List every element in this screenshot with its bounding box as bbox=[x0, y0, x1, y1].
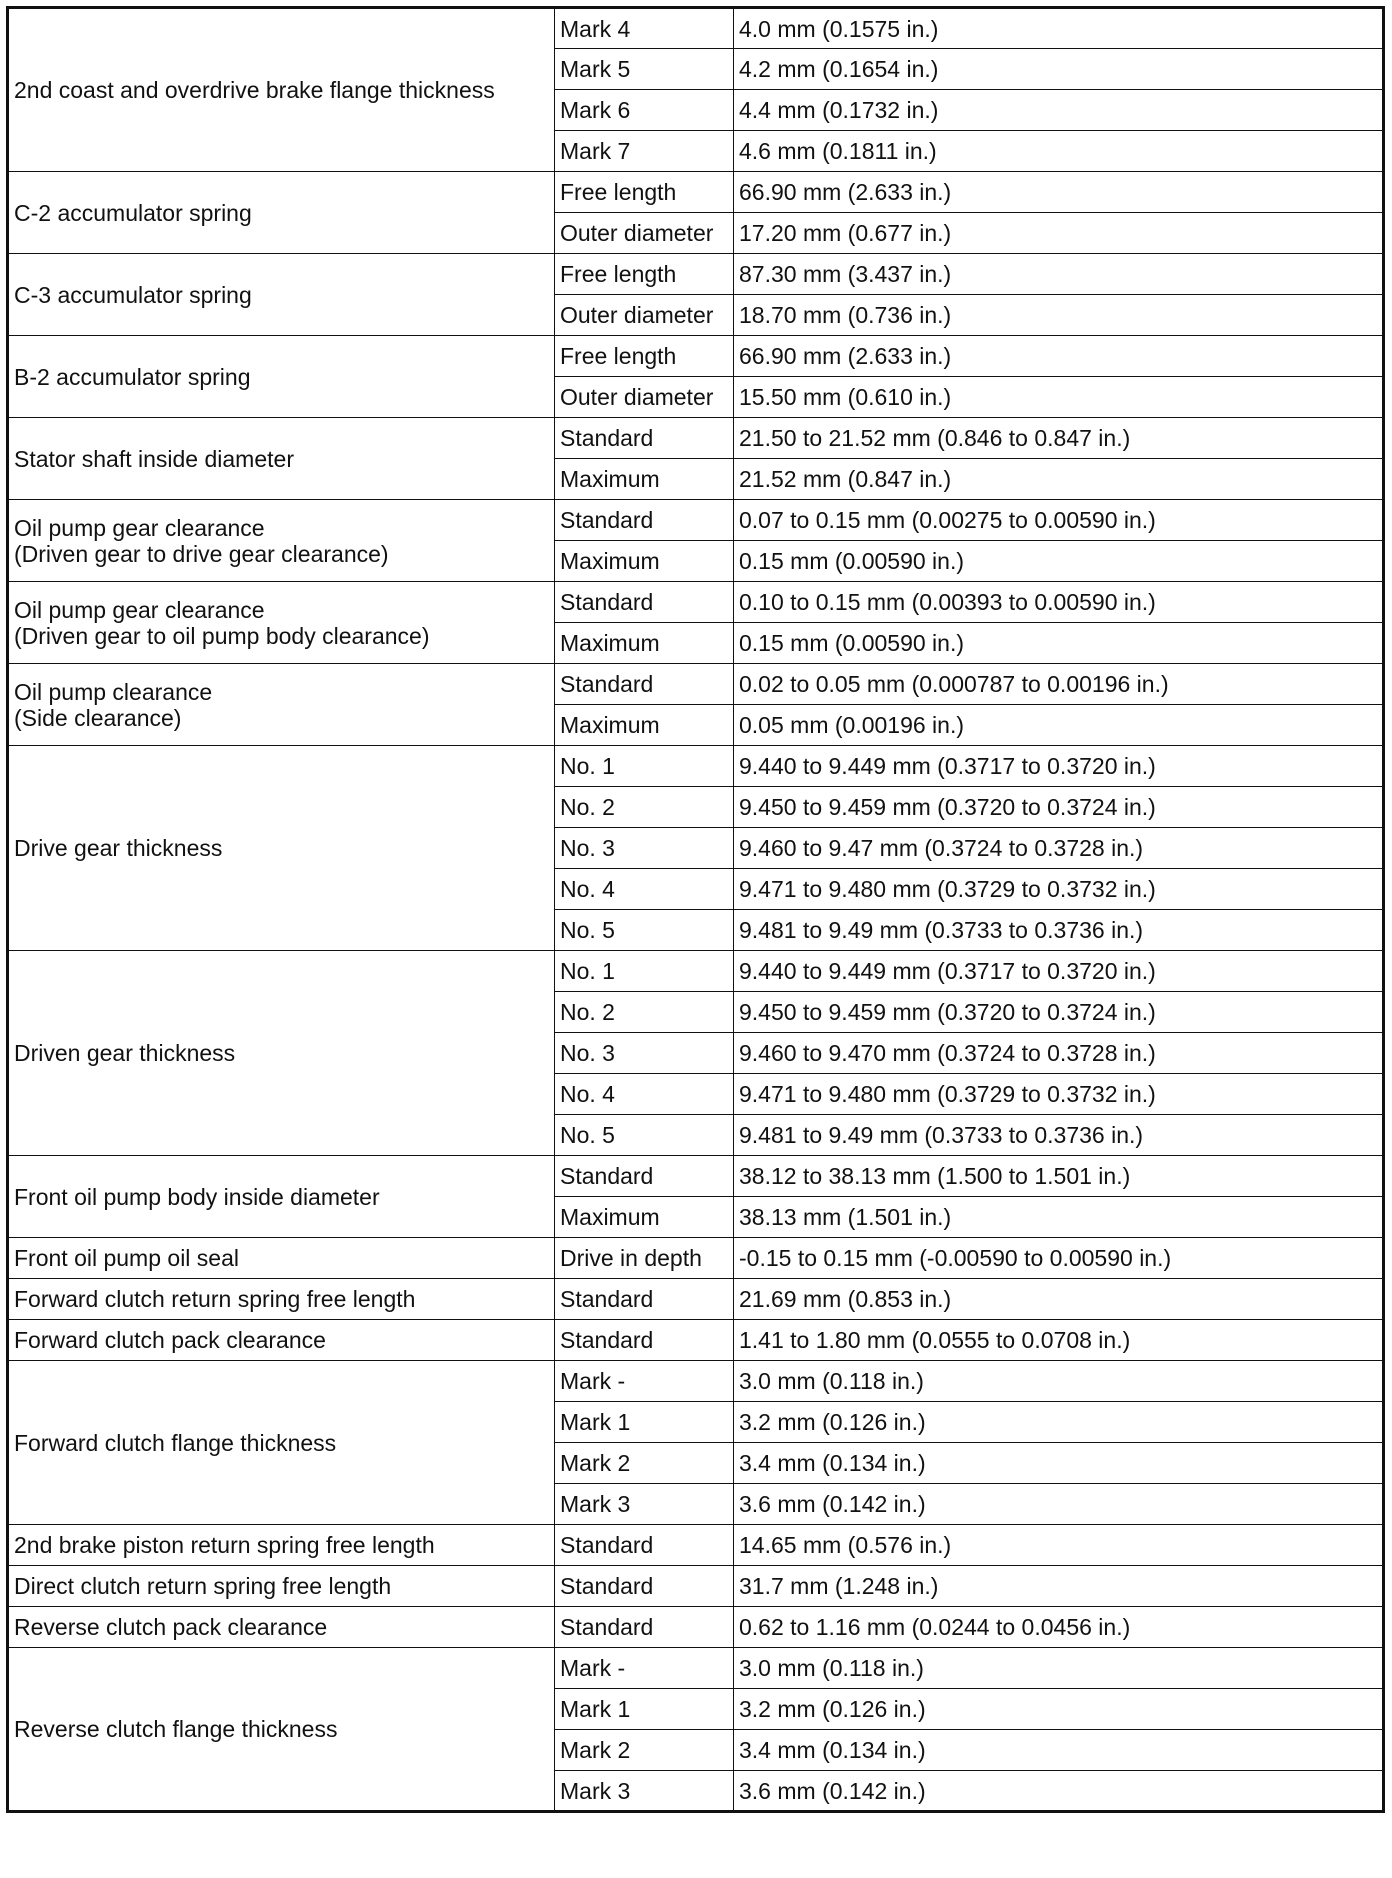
spec-value: 18.70 mm (0.736 in.) bbox=[734, 295, 1384, 336]
spec-condition: Outer diameter bbox=[555, 377, 734, 418]
spec-condition: Free length bbox=[555, 336, 734, 377]
spec-condition: No. 1 bbox=[555, 951, 734, 992]
spec-condition: Standard bbox=[555, 1566, 734, 1607]
spec-condition: Outer diameter bbox=[555, 295, 734, 336]
spec-value: 0.15 mm (0.00590 in.) bbox=[734, 541, 1384, 582]
spec-item-name: 2nd coast and overdrive brake flange thickness bbox=[8, 8, 555, 172]
table-row bbox=[8, 1279, 1384, 1320]
spec-condition: Standard bbox=[555, 1279, 734, 1320]
spec-value: 38.12 to 38.13 mm (1.500 to 1.501 in.) bbox=[734, 1156, 1384, 1197]
spec-value: 14.65 mm (0.576 in.) bbox=[734, 1525, 1384, 1566]
spec-item-name: C-2 accumulator spring bbox=[8, 172, 555, 254]
spec-condition: Mark 2 bbox=[555, 1730, 734, 1771]
spec-value: 9.450 to 9.459 mm (0.3720 to 0.3724 in.) bbox=[734, 787, 1384, 828]
spec-item-name: Drive gear thickness bbox=[8, 746, 555, 951]
spec-value: 9.450 to 9.459 mm (0.3720 to 0.3724 in.) bbox=[734, 992, 1384, 1033]
spec-condition: Mark 4 bbox=[555, 8, 734, 49]
spec-condition: No. 4 bbox=[555, 869, 734, 910]
spec-item-name: Direct clutch return spring free length bbox=[8, 1566, 555, 1607]
table-row bbox=[8, 172, 1384, 213]
spec-value: 9.471 to 9.480 mm (0.3729 to 0.3732 in.) bbox=[734, 869, 1384, 910]
spec-value: 0.02 to 0.05 mm (0.000787 to 0.00196 in.) bbox=[734, 664, 1384, 705]
table-row bbox=[8, 1607, 1384, 1648]
spec-condition: Outer diameter bbox=[555, 213, 734, 254]
spec-value: 0.15 mm (0.00590 in.) bbox=[734, 623, 1384, 664]
spec-value: 21.50 to 21.52 mm (0.846 to 0.847 in.) bbox=[734, 418, 1384, 459]
spec-value: 9.440 to 9.449 mm (0.3717 to 0.3720 in.) bbox=[734, 951, 1384, 992]
spec-condition: Mark - bbox=[555, 1361, 734, 1402]
spec-condition: No. 1 bbox=[555, 746, 734, 787]
spec-value: 3.2 mm (0.126 in.) bbox=[734, 1402, 1384, 1443]
spec-condition: Maximum bbox=[555, 1197, 734, 1238]
spec-condition: Mark 1 bbox=[555, 1689, 734, 1730]
spec-item-name: Reverse clutch pack clearance bbox=[8, 1607, 555, 1648]
spec-condition: Standard bbox=[555, 500, 734, 541]
table-row bbox=[8, 746, 1384, 787]
spec-value: 0.62 to 1.16 mm (0.0244 to 0.0456 in.) bbox=[734, 1607, 1384, 1648]
spec-condition: Standard bbox=[555, 1607, 734, 1648]
spec-value: 87.30 mm (3.437 in.) bbox=[734, 254, 1384, 295]
table-row bbox=[8, 336, 1384, 377]
table-row bbox=[8, 664, 1384, 705]
spec-item-name: Reverse clutch flange thickness bbox=[8, 1648, 555, 1812]
spec-value: 66.90 mm (2.633 in.) bbox=[734, 336, 1384, 377]
spec-value: 31.7 mm (1.248 in.) bbox=[734, 1566, 1384, 1607]
spec-condition: Mark 5 bbox=[555, 49, 734, 90]
spec-condition: Drive in depth bbox=[555, 1238, 734, 1279]
spec-value: 21.69 mm (0.853 in.) bbox=[734, 1279, 1384, 1320]
spec-value: 3.4 mm (0.134 in.) bbox=[734, 1443, 1384, 1484]
spec-condition: No. 5 bbox=[555, 910, 734, 951]
spec-item-name: Oil pump gear clearance (Driven gear to drive gear clearance) bbox=[8, 500, 555, 582]
spec-value: 0.10 to 0.15 mm (0.00393 to 0.00590 in.) bbox=[734, 582, 1384, 623]
spec-item-name: Oil pump gear clearance (Driven gear to oil pump body clearance) bbox=[8, 582, 555, 664]
spec-value: 9.481 to 9.49 mm (0.3733 to 0.3736 in.) bbox=[734, 1115, 1384, 1156]
spec-value: 3.4 mm (0.134 in.) bbox=[734, 1730, 1384, 1771]
table-row bbox=[8, 8, 1384, 49]
table-row bbox=[8, 1566, 1384, 1607]
spec-item-name: Oil pump clearance (Side clearance) bbox=[8, 664, 555, 746]
spec-value: 9.481 to 9.49 mm (0.3733 to 0.3736 in.) bbox=[734, 910, 1384, 951]
spec-item-name: Forward clutch pack clearance bbox=[8, 1320, 555, 1361]
spec-value: 38.13 mm (1.501 in.) bbox=[734, 1197, 1384, 1238]
spec-condition: Maximum bbox=[555, 541, 734, 582]
spec-condition: Free length bbox=[555, 254, 734, 295]
spec-item-name: Front oil pump oil seal bbox=[8, 1238, 555, 1279]
table-row bbox=[8, 254, 1384, 295]
table-row bbox=[8, 582, 1384, 623]
specification-table-body bbox=[8, 8, 1384, 1812]
spec-condition: No. 2 bbox=[555, 992, 734, 1033]
table-row bbox=[8, 418, 1384, 459]
spec-value: -0.15 to 0.15 mm (-0.00590 to 0.00590 in.) bbox=[734, 1238, 1384, 1279]
spec-condition: Standard bbox=[555, 582, 734, 623]
spec-value: 9.460 to 9.47 mm (0.3724 to 0.3728 in.) bbox=[734, 828, 1384, 869]
spec-item-name: Front oil pump body inside diameter bbox=[8, 1156, 555, 1238]
spec-value: 9.471 to 9.480 mm (0.3729 to 0.3732 in.) bbox=[734, 1074, 1384, 1115]
spec-condition: No. 2 bbox=[555, 787, 734, 828]
table-row bbox=[8, 1156, 1384, 1197]
spec-item-name: Forward clutch return spring free length bbox=[8, 1279, 555, 1320]
spec-condition: Standard bbox=[555, 1320, 734, 1361]
spec-value: 3.2 mm (0.126 in.) bbox=[734, 1689, 1384, 1730]
spec-value: 4.0 mm (0.1575 in.) bbox=[734, 8, 1384, 49]
table-row bbox=[8, 1238, 1384, 1279]
spec-value: 3.0 mm (0.118 in.) bbox=[734, 1361, 1384, 1402]
spec-item-name: C-3 accumulator spring bbox=[8, 254, 555, 336]
specification-table bbox=[6, 6, 1385, 1813]
spec-value: 3.6 mm (0.142 in.) bbox=[734, 1771, 1384, 1812]
spec-condition: Mark 7 bbox=[555, 131, 734, 172]
table-row bbox=[8, 1361, 1384, 1402]
spec-value: 3.0 mm (0.118 in.) bbox=[734, 1648, 1384, 1689]
spec-value: 21.52 mm (0.847 in.) bbox=[734, 459, 1384, 500]
spec-condition: Mark 2 bbox=[555, 1443, 734, 1484]
spec-condition: Standard bbox=[555, 418, 734, 459]
spec-condition: No. 5 bbox=[555, 1115, 734, 1156]
spec-item-name: 2nd brake piston return spring free length bbox=[8, 1525, 555, 1566]
spec-value: 3.6 mm (0.142 in.) bbox=[734, 1484, 1384, 1525]
spec-condition: Free length bbox=[555, 172, 734, 213]
spec-condition: No. 3 bbox=[555, 828, 734, 869]
spec-condition: Standard bbox=[555, 1525, 734, 1566]
table-row bbox=[8, 1525, 1384, 1566]
spec-condition: No. 3 bbox=[555, 1033, 734, 1074]
spec-condition: Maximum bbox=[555, 623, 734, 664]
spec-condition: Standard bbox=[555, 1156, 734, 1197]
spec-value: 1.41 to 1.80 mm (0.0555 to 0.0708 in.) bbox=[734, 1320, 1384, 1361]
spec-value: 17.20 mm (0.677 in.) bbox=[734, 213, 1384, 254]
spec-condition: No. 4 bbox=[555, 1074, 734, 1115]
spec-condition: Maximum bbox=[555, 705, 734, 746]
spec-value: 0.07 to 0.15 mm (0.00275 to 0.00590 in.) bbox=[734, 500, 1384, 541]
spec-condition: Standard bbox=[555, 664, 734, 705]
table-row bbox=[8, 1320, 1384, 1361]
spec-condition: Mark - bbox=[555, 1648, 734, 1689]
spec-value: 9.460 to 9.470 mm (0.3724 to 0.3728 in.) bbox=[734, 1033, 1384, 1074]
spec-item-name: B-2 accumulator spring bbox=[8, 336, 555, 418]
spec-value: 9.440 to 9.449 mm (0.3717 to 0.3720 in.) bbox=[734, 746, 1384, 787]
table-row bbox=[8, 500, 1384, 541]
spec-item-name: Driven gear thickness bbox=[8, 951, 555, 1156]
spec-value: 66.90 mm (2.633 in.) bbox=[734, 172, 1384, 213]
spec-value: 4.2 mm (0.1654 in.) bbox=[734, 49, 1384, 90]
spec-condition: Maximum bbox=[555, 459, 734, 500]
spec-item-name: Stator shaft inside diameter bbox=[8, 418, 555, 500]
spec-value: 4.6 mm (0.1811 in.) bbox=[734, 131, 1384, 172]
spec-condition: Mark 3 bbox=[555, 1771, 734, 1812]
spec-item-name: Forward clutch flange thickness bbox=[8, 1361, 555, 1525]
table-row bbox=[8, 951, 1384, 992]
spec-condition: Mark 6 bbox=[555, 90, 734, 131]
spec-value: 4.4 mm (0.1732 in.) bbox=[734, 90, 1384, 131]
table-row bbox=[8, 1648, 1384, 1689]
spec-condition: Mark 3 bbox=[555, 1484, 734, 1525]
spec-value: 0.05 mm (0.00196 in.) bbox=[734, 705, 1384, 746]
spec-value: 15.50 mm (0.610 in.) bbox=[734, 377, 1384, 418]
spec-condition: Mark 1 bbox=[555, 1402, 734, 1443]
